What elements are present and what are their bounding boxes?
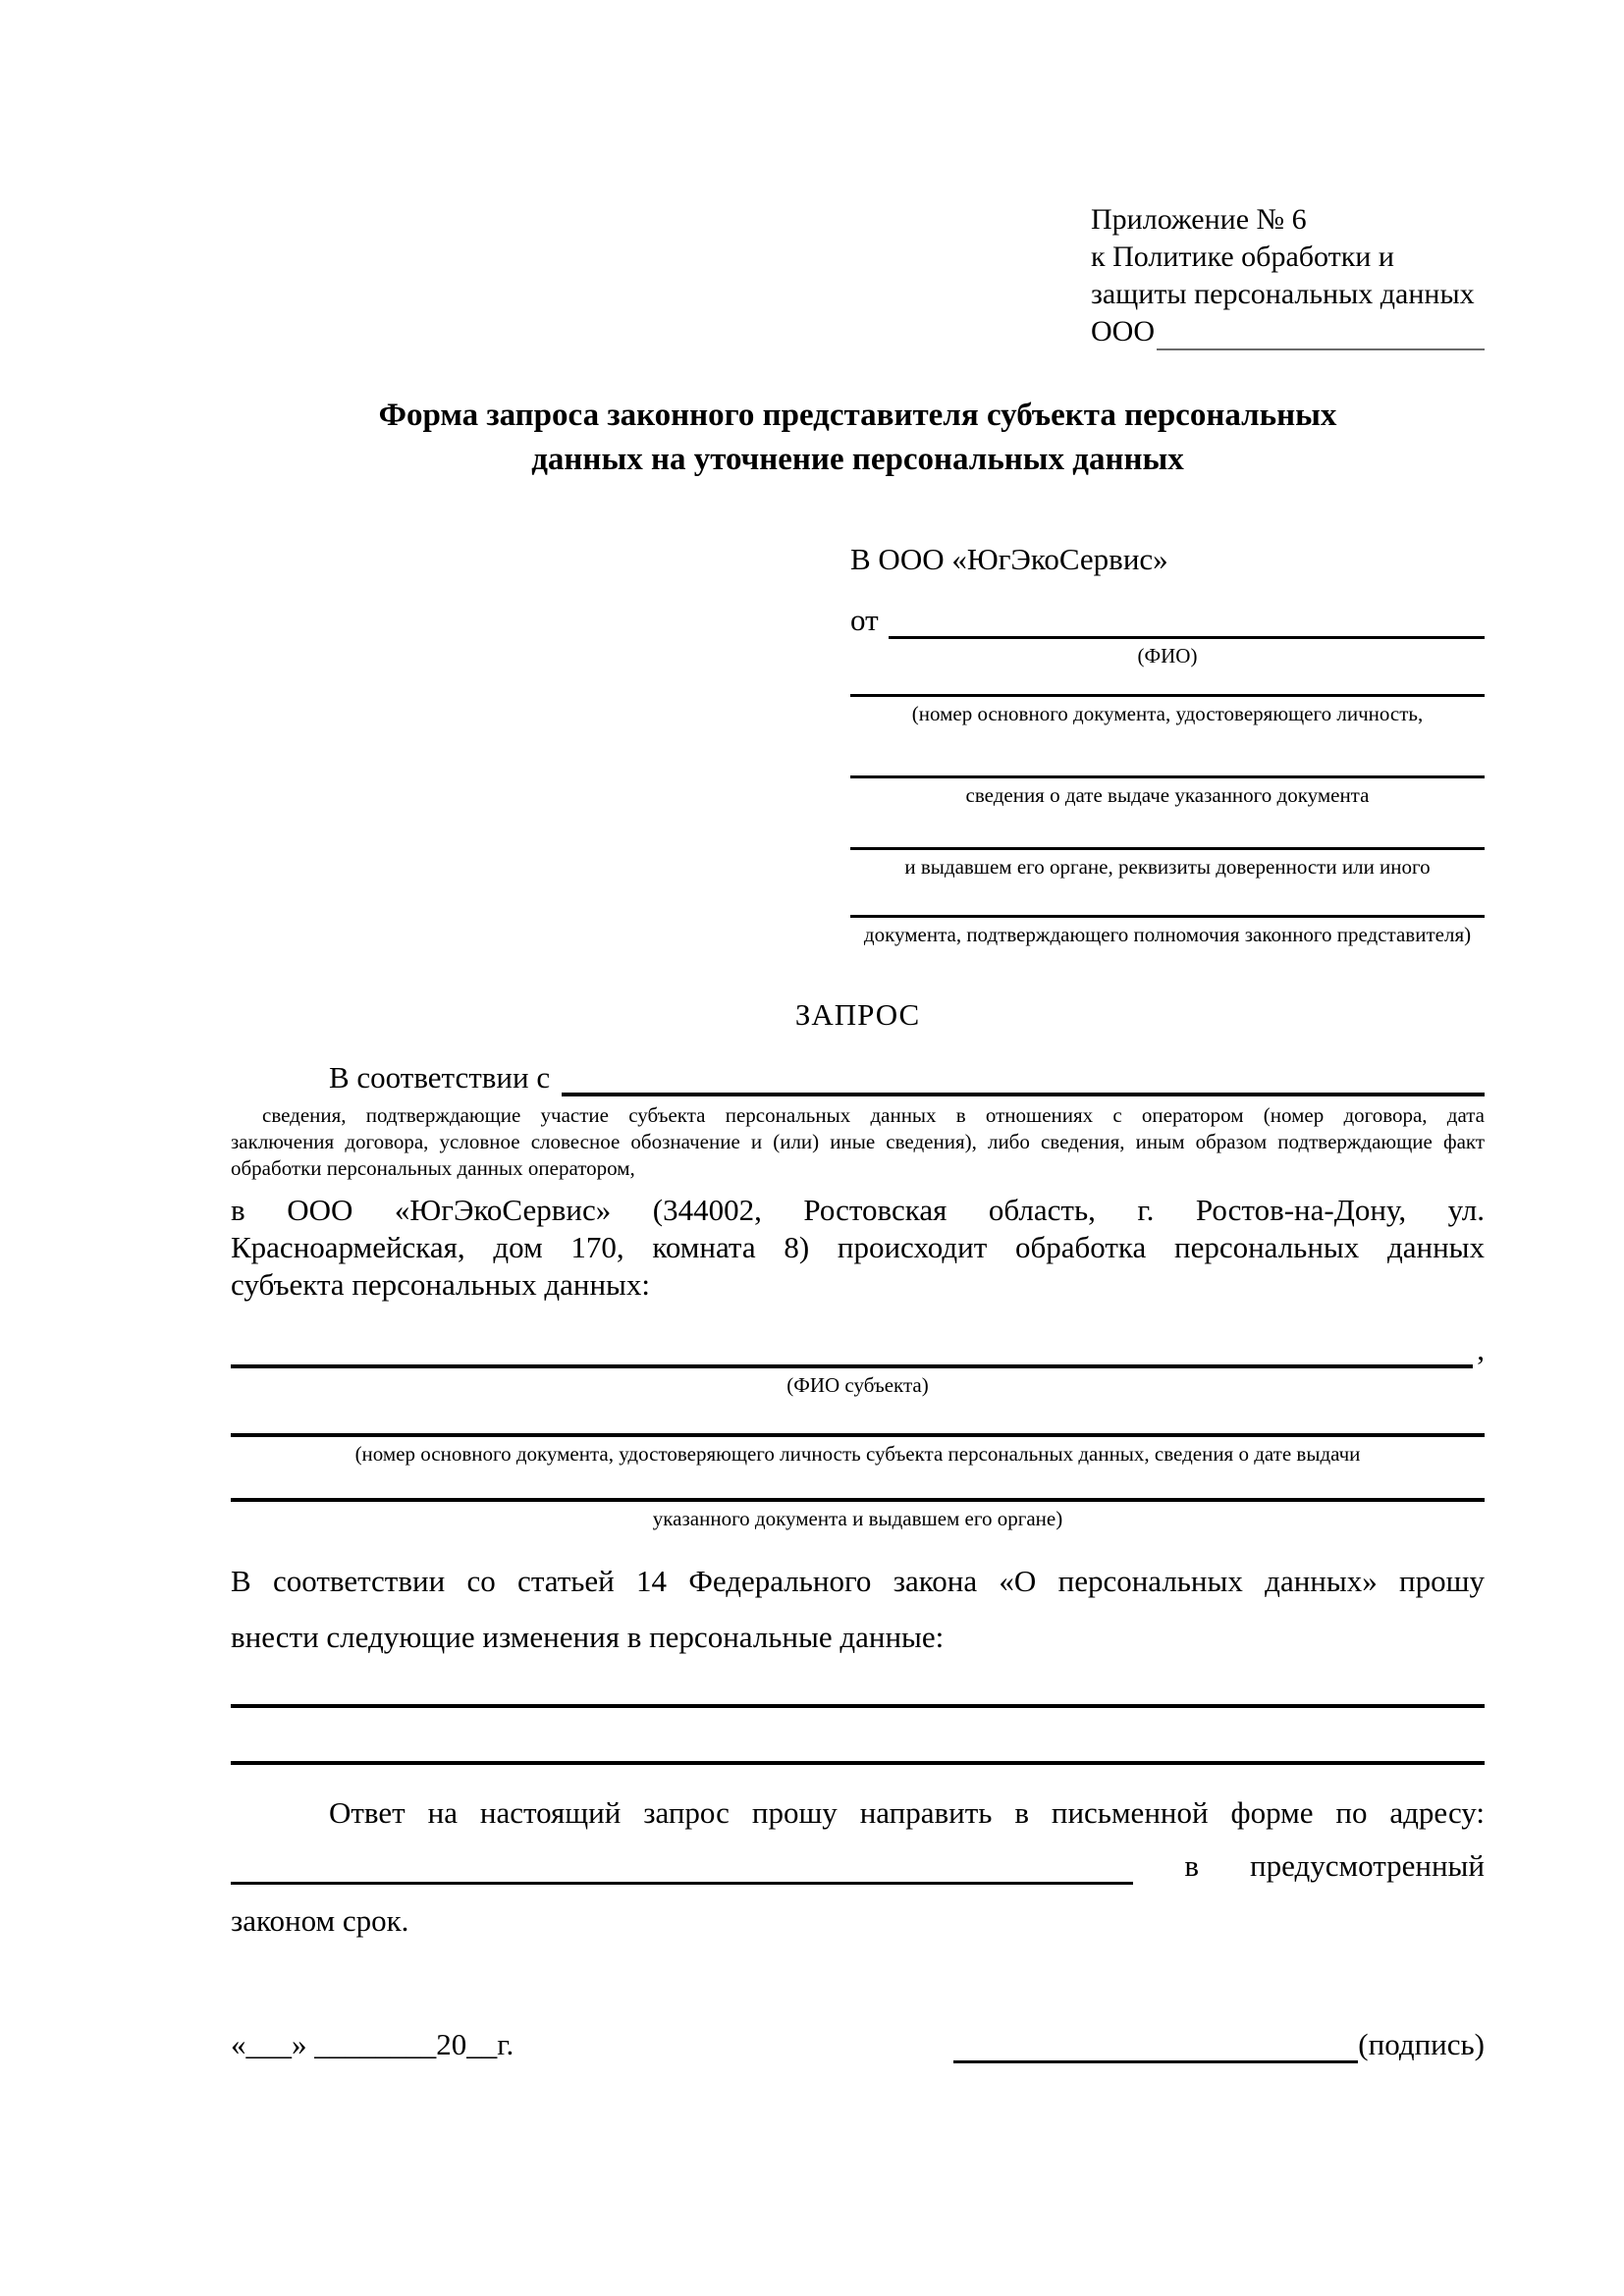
subject-document-caption-2: указанного документа и выдавшем его органе): [652, 1507, 1063, 1530]
fine-print-line-1: сведения, подтверждающие участие субъекта персональных данных в отношениях с оператором (номер договора, дата: [262, 1103, 1485, 1127]
subject-fio-row: [231, 1333, 1485, 1368]
form-title-line-1: Форма запроса законного представителя субъекта персональных: [378, 398, 1337, 433]
issue-date-caption: сведения о дате выдаче указанного документа: [965, 783, 1370, 807]
form-title-line-2: данных на уточнение персональных данных: [531, 442, 1184, 477]
recipient-block: [850, 541, 1485, 947]
signature-blank-line: [953, 2031, 1358, 2063]
appendix-header: [1091, 201, 1485, 350]
issuing-authority-caption: и выдавшем его органе, реквизиты доверенности или иного: [904, 855, 1431, 879]
fine-print-line-2: заключения договора, условное словесное обозначение и (или) иные сведения), либо сведения, иным образом подтверждающие факт: [231, 1130, 1485, 1153]
subject-fio-blank-line: [231, 1335, 1473, 1368]
operator-line-2: Красноармейская, дом 170, комната 8) происходит обработка персональных данных: [231, 1230, 1485, 1264]
signature-group: [953, 2026, 1485, 2063]
operator-line-3: субъекта персональных данных:: [231, 1267, 650, 1302]
reply-paragraph-line-3: законом срок.: [231, 1903, 409, 1938]
article-line-2: внести следующие изменения в персональные данные:: [231, 1620, 945, 1654]
fio-caption: (ФИО): [1137, 644, 1198, 667]
accordance-row: [231, 1059, 1485, 1096]
fine-print-line-3: обработки персональных данных оператором,: [231, 1156, 635, 1180]
from-label: от: [850, 603, 879, 637]
accordance-fine-print: [231, 1102, 1485, 1182]
authority-document-blank-line: [850, 915, 1485, 918]
accordance-label: В соответствии с: [329, 1060, 551, 1095]
operator-line-1: в ООО «ЮгЭкоСервис» (344002, Ростовская область, г. Ростов-на-Дону, ул.: [231, 1193, 1485, 1227]
company-name-row: [1091, 313, 1485, 350]
reply-tail-word-1: в: [1184, 1848, 1200, 1883]
signature-caption: (подпись): [1358, 2027, 1485, 2061]
subject-fio-caption: (ФИО субъекта): [786, 1373, 929, 1397]
company-prefix-label: ООО: [1091, 315, 1155, 347]
company-name-blank-line: [1157, 319, 1485, 350]
subject-document-blank-line: [231, 1433, 1485, 1437]
issue-date-blank-line: [850, 775, 1485, 778]
request-heading: ЗАПРОС: [794, 997, 921, 1032]
appendix-line-1: Приложение № 6: [1091, 203, 1307, 236]
reply-paragraph-line-1: Ответ на настоящий запрос прошу направить в письменной форме по адресу:: [329, 1795, 1485, 1830]
reply-address-row: [231, 1849, 1485, 1885]
reply-address-blank-line: [231, 1852, 1133, 1885]
date-blank: «___» ________20__г.: [231, 2027, 514, 2061]
subject-document-blank-line-2: [231, 1498, 1485, 1502]
appendix-line-2: к Политике обработки и: [1091, 240, 1394, 273]
appendix-line-3: защиты персональных данных: [1091, 278, 1475, 310]
authority-document-caption: документа, подтверждающего полномочия законного представителя): [863, 923, 1472, 946]
accordance-blank-line: [562, 1059, 1485, 1096]
addressee-line: В ООО «ЮгЭкоСервис»: [850, 542, 1168, 576]
changes-blank-line-1: [231, 1704, 1485, 1708]
issuing-authority-blank-line: [850, 847, 1485, 850]
representative-name-blank-line: [889, 603, 1485, 639]
operator-paragraph: [231, 1192, 1485, 1304]
changes-blank-line-2: [231, 1761, 1485, 1765]
subject-document-caption-1: (номер основного документа, удостоверяющего личность субъекта персональных данных, сведения о дате выдачи: [354, 1442, 1361, 1466]
document-number-blank-line: [850, 694, 1485, 697]
article-line-1: В соответствии со статьей 14 Федерального закона «О персональных данных» прошу: [231, 1564, 1485, 1598]
from-row: [850, 602, 1485, 639]
form-title: [231, 394, 1485, 482]
article-paragraph: [231, 1553, 1485, 1665]
document-number-caption: (номер основного документа, удостоверяющего личность,: [911, 702, 1424, 725]
reply-tail-word-2: предусмотренный: [1250, 1848, 1485, 1883]
subject-fio-comma: ,: [1477, 1332, 1485, 1366]
date-signature-row: [231, 2024, 1485, 2063]
